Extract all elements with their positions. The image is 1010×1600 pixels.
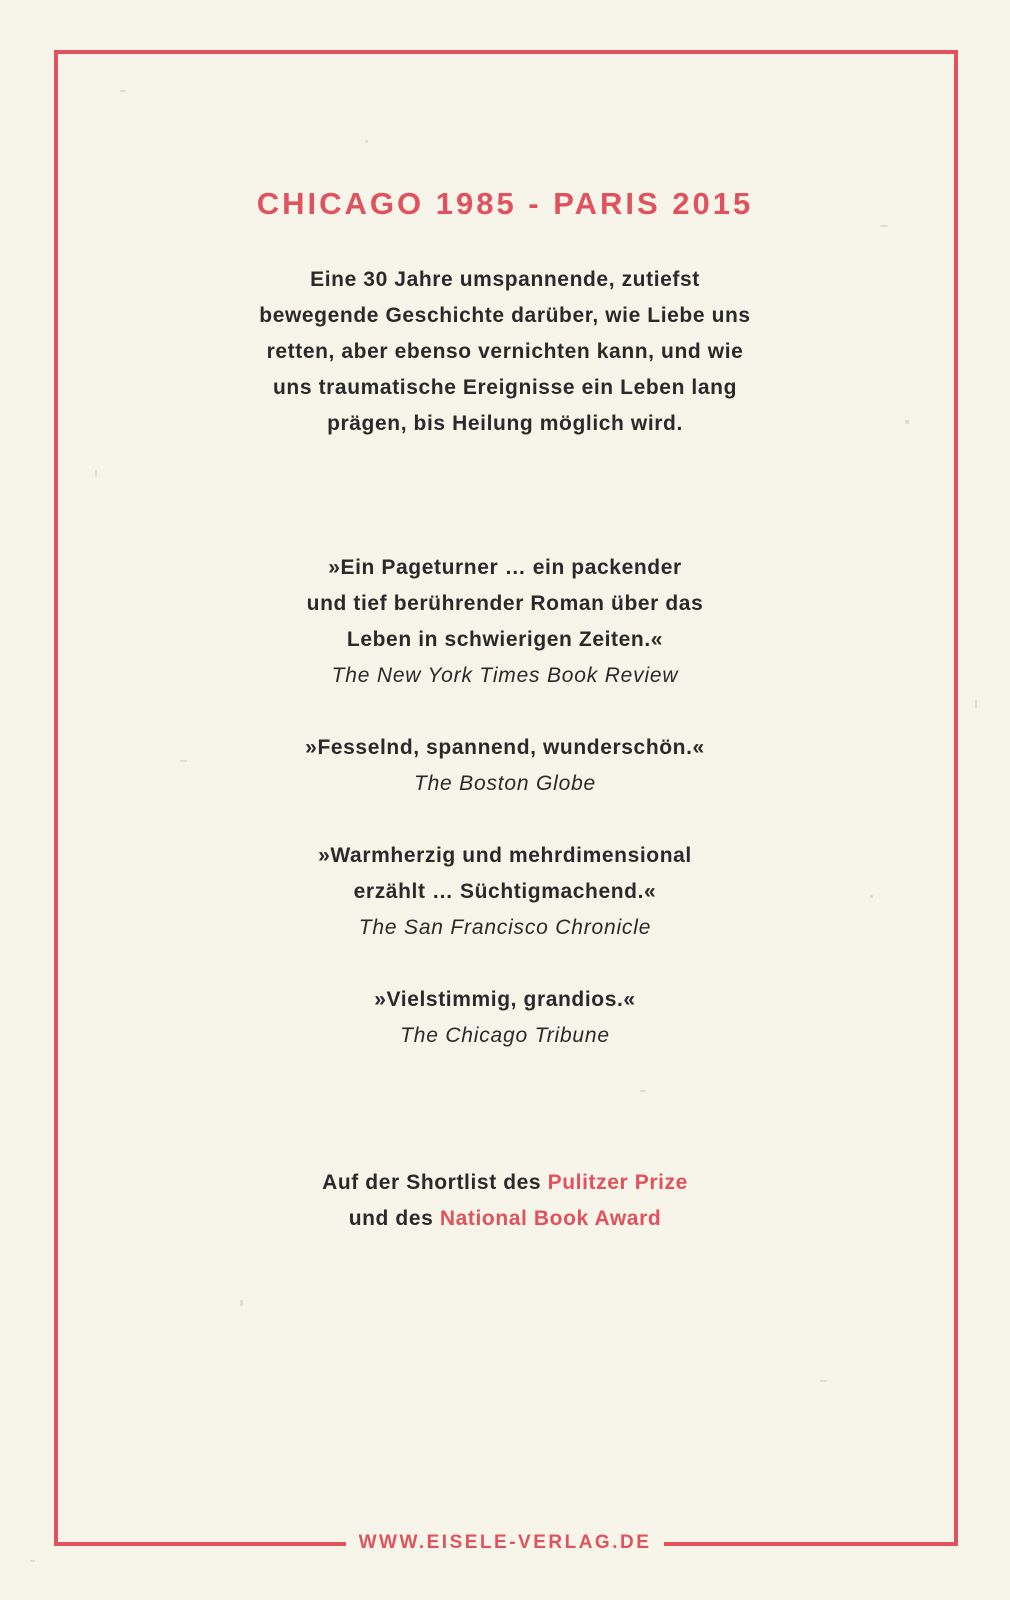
shortlist-note <box>155 1165 855 1237</box>
quote-line: »Ein Pageturner … ein packender <box>328 556 682 579</box>
quote-line: Leben in schwierigen Zeiten.« <box>346 628 664 651</box>
quote-line: »Vielstimmig, grandios.« <box>374 988 636 1011</box>
blurb-line: bewegende Geschichte darüber, wie Liebe uns <box>259 304 751 327</box>
quote-boston-globe <box>155 730 855 802</box>
quote-line: »Fesselnd, spannend, wunderschön.« <box>305 736 705 759</box>
quote-source: The New York Times Book Review <box>331 664 679 687</box>
quote-source: The Chicago Tribune <box>400 1024 610 1047</box>
shortlist-line <box>155 1165 855 1201</box>
blurb-line: uns traumatische Ereignisse ein Leben lang <box>273 376 737 399</box>
national-book-award: National Book Award <box>439 1207 662 1230</box>
quote-chicago-tribune <box>155 982 855 1054</box>
shortlist-text: und des <box>348 1207 440 1230</box>
publisher-website: WWW.EISELE-VERLAG.DE <box>358 1532 652 1553</box>
quote-source: The San Francisco Chronicle <box>358 916 652 939</box>
pulitzer-prize: Pulitzer Prize <box>547 1171 688 1194</box>
quote-sf-chronicle <box>155 838 855 946</box>
quote-line: erzählt … Süchtigmachend.« <box>353 880 657 903</box>
headline: CHICAGO 1985 - PARIS 2015 <box>256 186 754 221</box>
blurb-line: Eine 30 Jahre umspannende, zutiefst <box>310 268 700 291</box>
shortlist-text: Auf der Shortlist des <box>322 1171 548 1194</box>
blurb-line: prägen, bis Heilung möglich wird. <box>327 412 683 435</box>
quote-line: »Warmherzig und mehrdimensional <box>318 844 692 867</box>
quote-nyt <box>155 550 855 694</box>
quote-line: und tief berührender Roman über das <box>306 592 704 615</box>
blurb <box>155 262 855 442</box>
quote-source: The Boston Globe <box>413 772 597 795</box>
shortlist-line <box>155 1201 855 1237</box>
blurb-line: retten, aber ebenso vernichten kann, und wie <box>266 340 744 363</box>
